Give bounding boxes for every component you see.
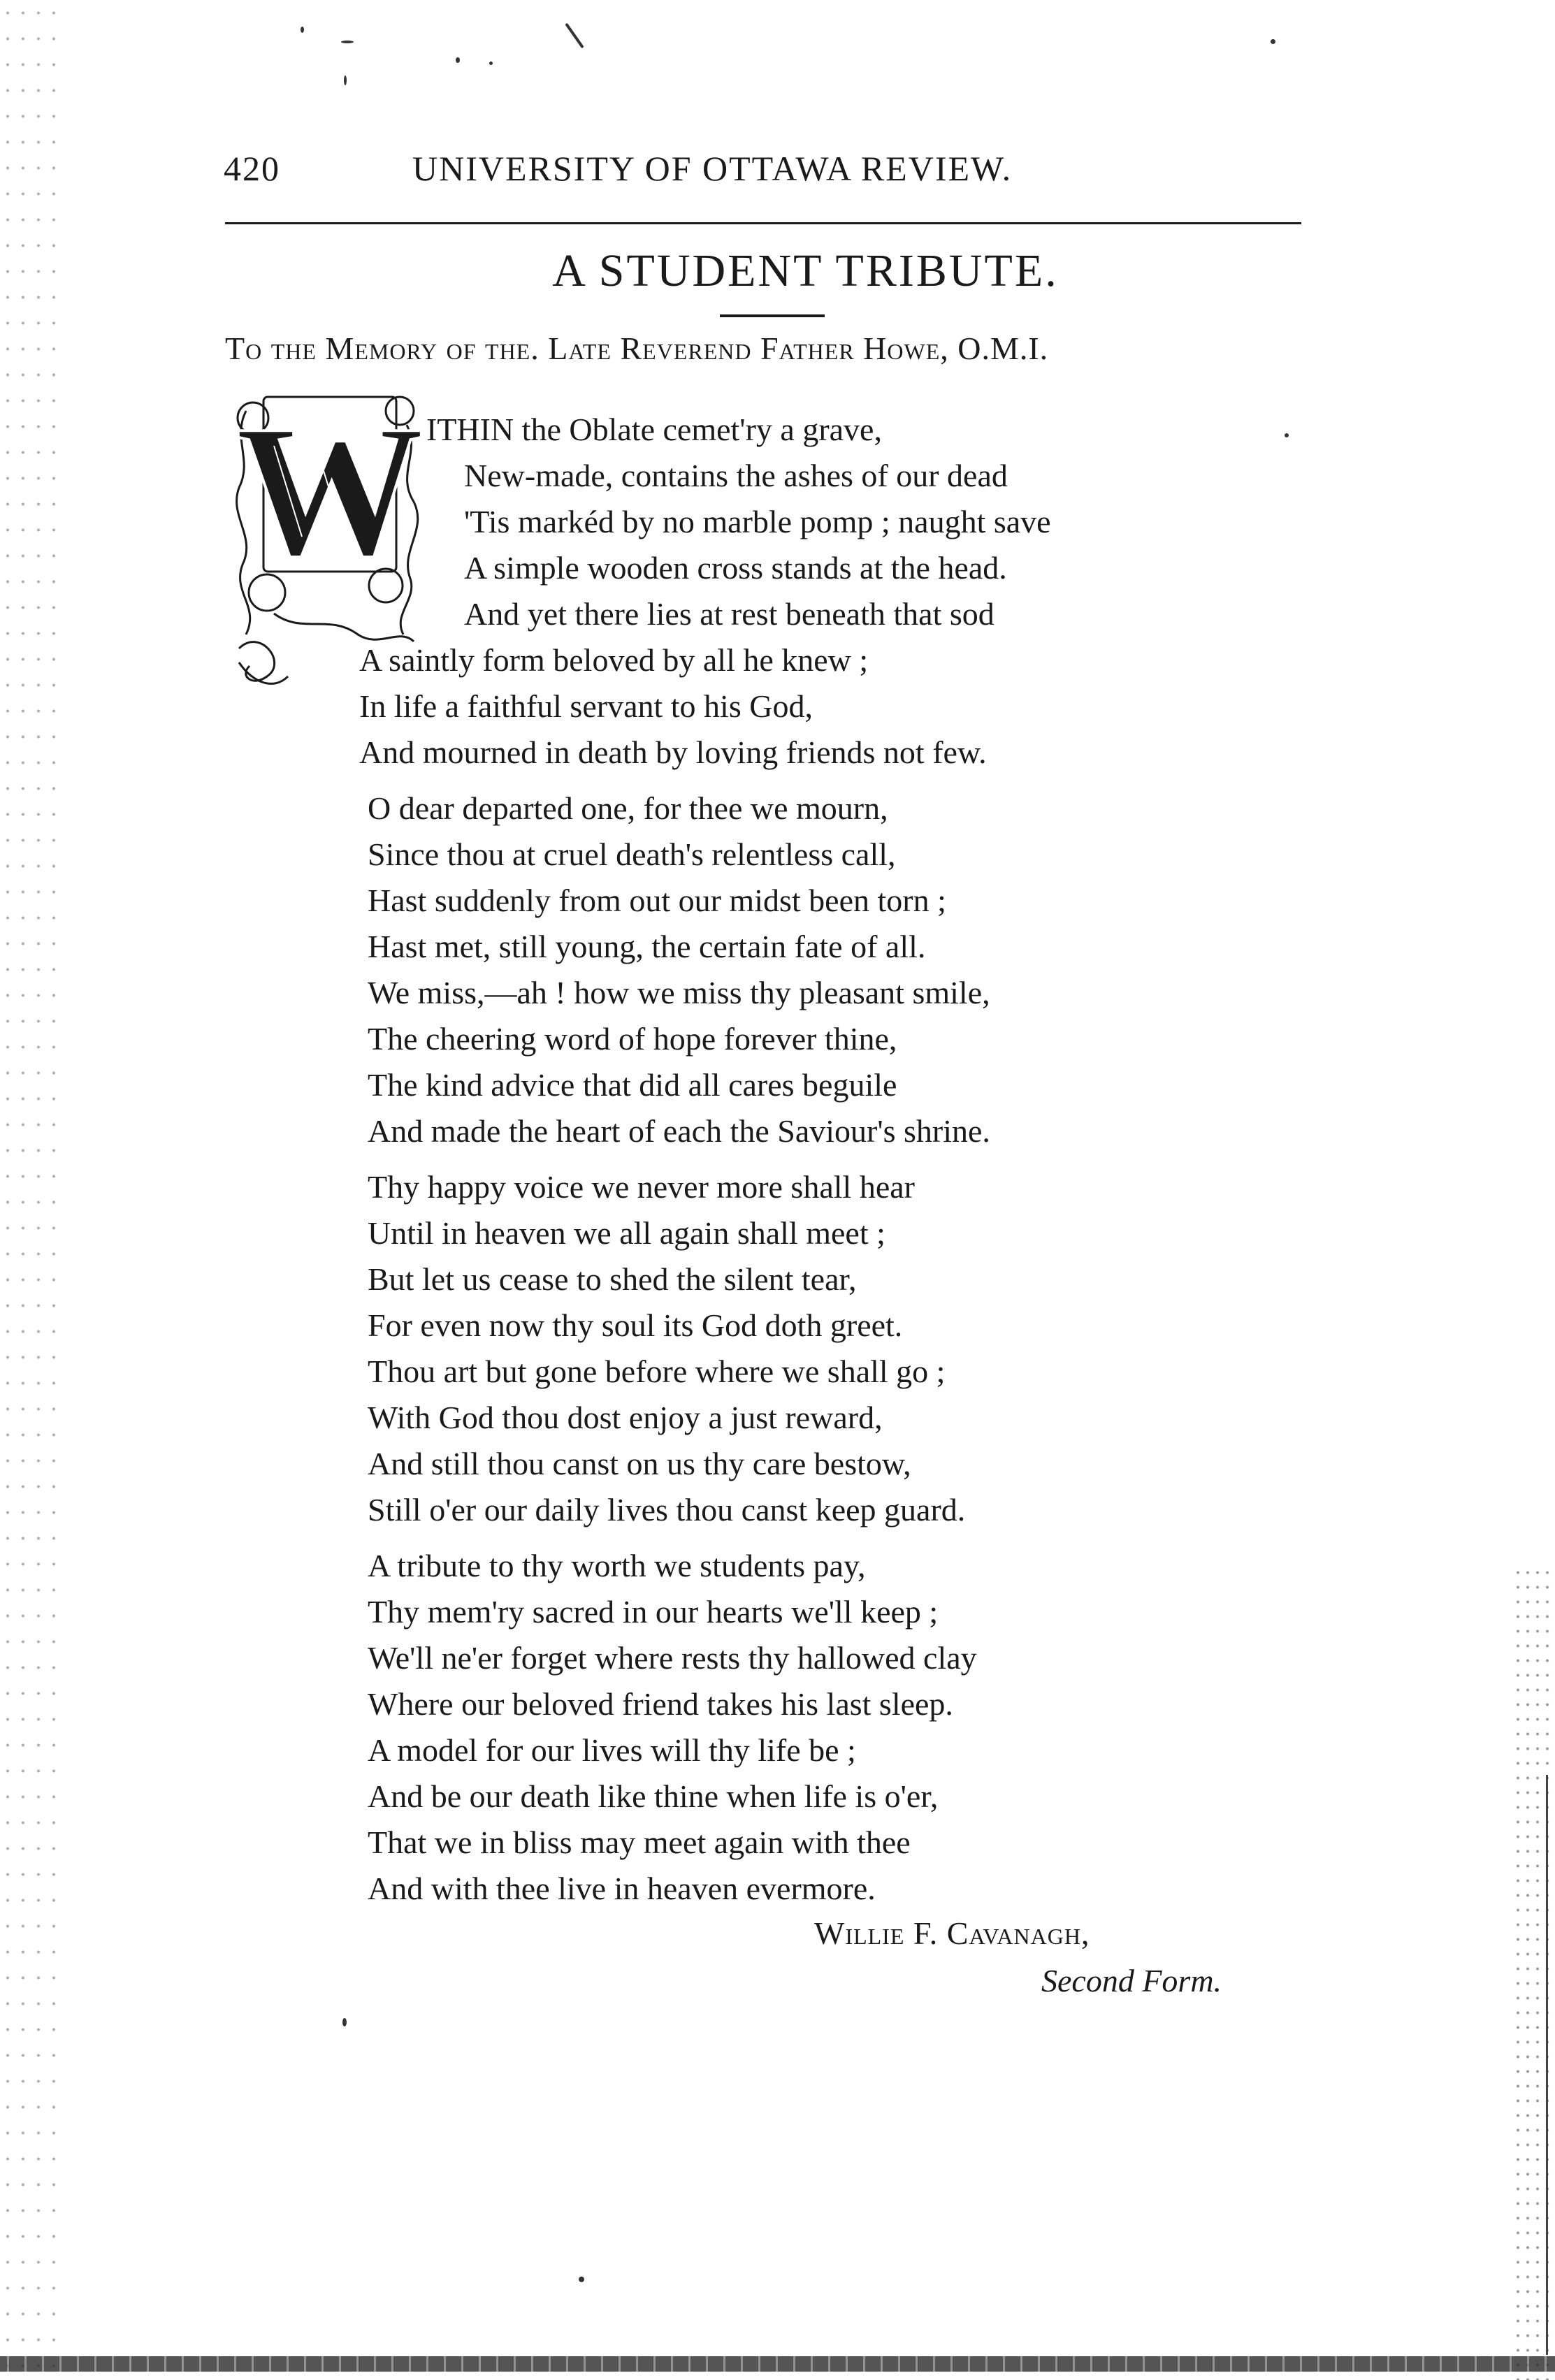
author-signature: Willie F. Cavanagh, bbox=[814, 1915, 1090, 1951]
poem-line: And be our death like thine when life is o'er, bbox=[368, 1778, 939, 1814]
poem-line: Where our beloved friend takes his last sleep. bbox=[368, 1686, 953, 1722]
dedication-prefix: To the Memory of the bbox=[225, 331, 531, 366]
header-rule bbox=[225, 222, 1301, 224]
poem-line: We'll ne'er forget where rests thy hallowed clay bbox=[368, 1640, 977, 1676]
scan-speck bbox=[456, 57, 460, 63]
scan-speck bbox=[565, 23, 584, 49]
poem-line: We miss,—ah ! how we miss thy pleasant smile, bbox=[368, 975, 990, 1010]
poem-line: And made the heart of each the Saviour's shrine. bbox=[368, 1113, 990, 1149]
dedication-line bbox=[225, 330, 1048, 367]
poem-line: And mourned in death by loving friends not few. bbox=[359, 734, 987, 770]
poem-line: A saintly form beloved by all he knew ; bbox=[359, 642, 869, 678]
poem-line: A model for our lives will thy life be ; bbox=[368, 1732, 856, 1768]
scan-bottom-edge bbox=[0, 2356, 1555, 2372]
ornament-tail bbox=[239, 642, 275, 681]
poem-line: Thy mem'ry sacred in our hearts we'll keep ; bbox=[368, 1594, 939, 1630]
poem-line: New-made, contains the ashes of our dead bbox=[464, 458, 1008, 493]
poem-line: A tribute to thy worth we students pay, bbox=[368, 1548, 866, 1583]
page-number: 420 bbox=[224, 149, 280, 188]
poem-line: Until in heaven we all again shall meet ; bbox=[368, 1215, 885, 1251]
article-title: A STUDENT TRIBUTE. bbox=[552, 245, 1059, 296]
poem-line: O dear departed one, for thee we mourn, bbox=[368, 790, 888, 826]
scan-speck bbox=[301, 27, 304, 33]
poem-line: A simple wooden cross stands at the head. bbox=[464, 550, 1007, 586]
poem-line: And still thou canst on us thy care bestow, bbox=[368, 1446, 911, 1481]
poem-line: And yet there lies at rest beneath that sod bbox=[464, 596, 995, 632]
running-header bbox=[224, 148, 1300, 197]
poem-line: Thy happy voice we never more shall hear bbox=[368, 1169, 915, 1205]
poem-line: That we in bliss may meet again with thee bbox=[368, 1824, 911, 1860]
poem-line: ITHIN the Oblate cemet'ry a grave, bbox=[426, 412, 882, 447]
poem-line: The cheering word of hope forever thine, bbox=[368, 1021, 897, 1057]
author-form: Second Form. bbox=[1041, 1963, 1222, 1998]
drop-cap-letter: W bbox=[236, 386, 424, 595]
scan-noise-left-margin bbox=[0, 0, 63, 2380]
poem-line: The kind advice that did all cares beguile bbox=[368, 1067, 897, 1103]
poem-line: Hast met, still young, the certain fate of all. bbox=[368, 929, 926, 964]
scan-speck bbox=[342, 2018, 347, 2026]
scan-edge-line bbox=[1546, 1775, 1548, 2355]
poem-line: With God thou dost enjoy a just reward, bbox=[368, 1400, 883, 1435]
dedication-main: . Late Reverend Father Howe, O.M.I. bbox=[530, 331, 1049, 366]
scan-speck bbox=[1285, 433, 1289, 437]
poem-line: Since thou at cruel death's relentless call, bbox=[368, 836, 896, 872]
ornament-flourish bbox=[274, 614, 414, 641]
title-rule bbox=[720, 314, 825, 317]
scan-speck bbox=[489, 61, 493, 65]
poem-line: 'Tis markéd by no marble pomp ; naught save bbox=[464, 504, 1051, 539]
poem-line: But let us cease to shed the silent tear, bbox=[368, 1261, 857, 1297]
poem-line: Thou art but gone before where we shall go ; bbox=[368, 1354, 946, 1389]
ornament-flourish bbox=[239, 662, 288, 683]
scan-speck bbox=[341, 41, 354, 43]
scan-noise-right-margin bbox=[1513, 1565, 1555, 2380]
poem-line: For even now thy soul its God doth greet. bbox=[368, 1307, 903, 1343]
poem-line: Hast suddenly from out our midst been torn ; bbox=[368, 883, 946, 918]
poem-line: Still o'er our daily lives thou canst keep guard. bbox=[368, 1492, 966, 1528]
poem-line: In life a faithful servant to his God, bbox=[359, 688, 813, 724]
scan-speck bbox=[1271, 39, 1275, 44]
scan-speck bbox=[579, 2277, 584, 2282]
journal-title: UNIVERSITY OF OTTAWA REVIEW. bbox=[412, 149, 1013, 188]
poem-line: And with thee live in heaven evermore. bbox=[368, 1871, 876, 1906]
scan-speck bbox=[344, 75, 347, 85]
